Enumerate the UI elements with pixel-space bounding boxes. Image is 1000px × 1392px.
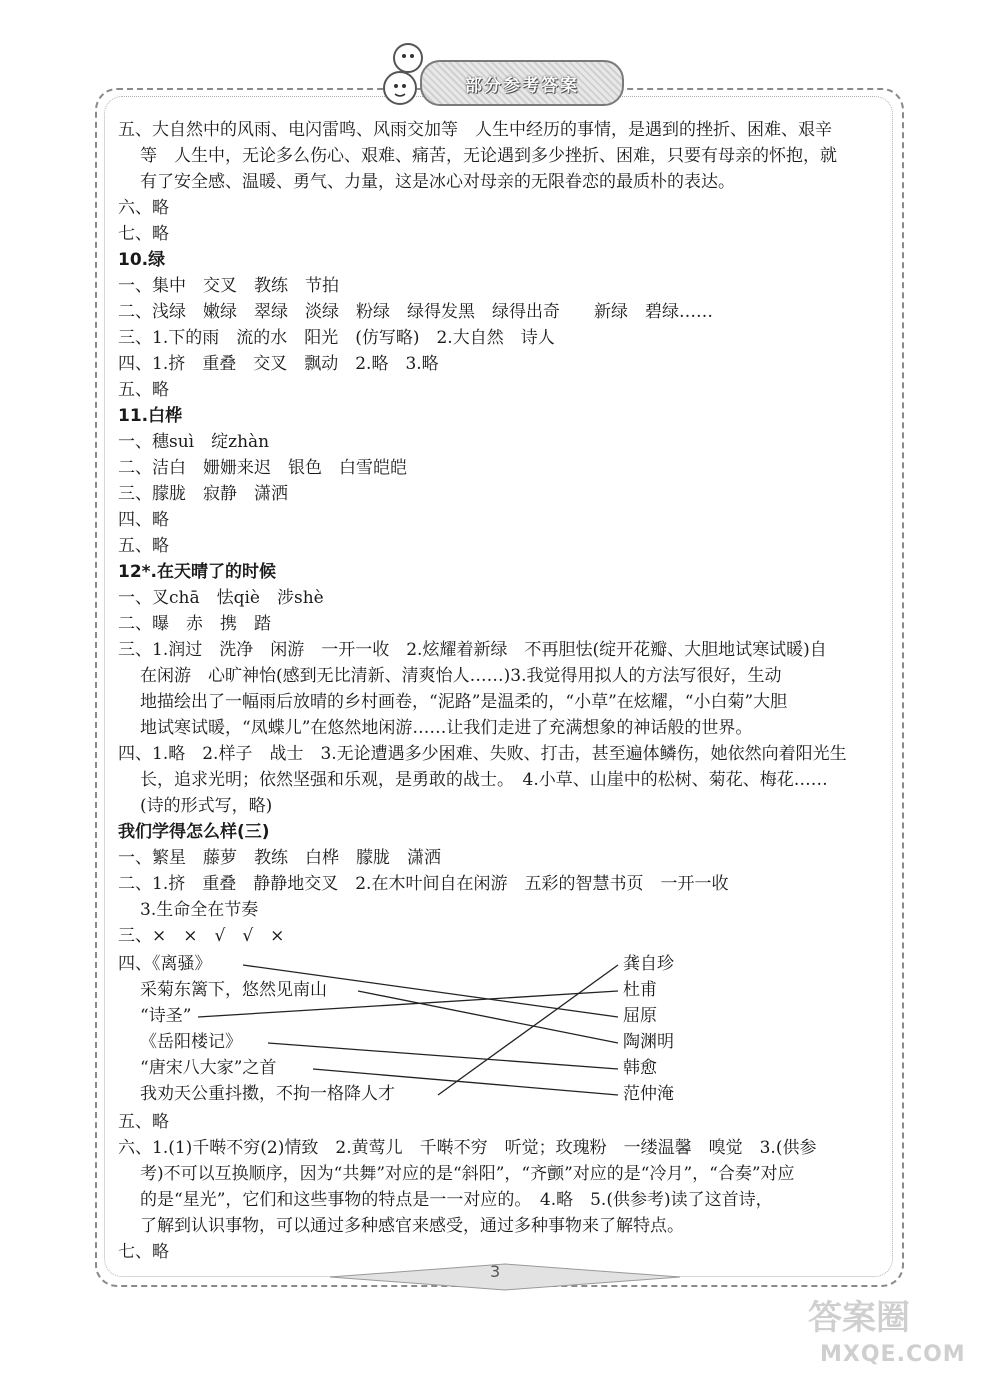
watermark-logo: 答案圈: [808, 1298, 910, 1338]
match-line: [268, 1043, 618, 1069]
answer-line: 七、略: [118, 1242, 169, 1262]
answer-line: 的是“星光”，它们和这些事物的特点是一一对应的。 4.略 5.(供参考)读了这首诗，: [140, 1190, 773, 1210]
answer-line: 五、大自然中的风雨、电闪雷鸣、风雨交加等 人生中经历的事情，是遇到的挫折、困难、艰辛: [118, 120, 832, 140]
answer-line: 地描绘出了一幅雨后放晴的乡村画卷，“泥路”是温柔的，“小草”在炫耀，“小白菊”大胆: [140, 692, 788, 712]
section-title: 11.白桦: [118, 406, 183, 426]
section-title: 10.绿: [118, 250, 166, 270]
answer-line: 五、略: [118, 380, 169, 400]
answer-content: [118, 117, 888, 949]
match-left-item: 四、《离骚》: [118, 954, 212, 974]
answer-line: 三、× × √ √ ×: [118, 926, 285, 946]
match-right-item: 龚自珍: [623, 954, 674, 974]
answer-line: 了解到认识事物，可以通过多种感官来感受，通过多种事物来了解特点。: [140, 1216, 684, 1236]
section-title: 我们学得怎么样(三): [118, 822, 270, 842]
page-number: 3: [490, 1262, 501, 1281]
match-line: [438, 965, 618, 1095]
answer-line: 二、1.挤 重叠 静静地交叉 2.在木叶间自在闲游 五彩的智慧书页 一开一收: [118, 874, 729, 894]
answer-line: 在闲游 心旷神怡(感到无比清新、清爽怡人……)3.我觉得用拟人的方法写很好，生动: [140, 666, 782, 686]
answer-line: 三、1.润过 洗净 闲游 一开一收 2.炫耀着新绿 不再胆怯(绽开花瓣、大胆地试寒试暖)自: [118, 640, 827, 660]
page-number-ornament: [330, 1262, 680, 1292]
answer-line: 一、穗suì 绽zhàn: [118, 432, 270, 452]
answer-line: (诗的形式写，略): [140, 796, 273, 816]
answer-line: 七、略: [118, 224, 169, 244]
match-line: [313, 1069, 618, 1095]
header-title: 部分参考答案: [420, 60, 624, 106]
match-line: [198, 991, 618, 1017]
answer-line: 一、叉chā 怯qiè 涉shè: [118, 588, 324, 608]
match-right-item: 陶渊明: [623, 1032, 674, 1052]
answer-line: 四、1.略 2.样子 战士 3.无论遭遇多少困难、失败、打击，甚至遍体鳞伤，她依然向着阳光生: [118, 744, 847, 764]
answer-line: 地试寒试暖，“凤蝶儿”在悠然地闲游……让我们走进了充满想象的神话般的世界。: [140, 718, 753, 738]
match-left-item: 《岳阳楼记》: [140, 1032, 242, 1052]
match-right-item: 屈原: [623, 1006, 657, 1026]
match-left-item: 我劝天公重抖擞，不拘一格降人才: [140, 1084, 395, 1104]
answer-line: 四、1.挤 重叠 交叉 飘动 2.略 3.略: [118, 354, 439, 374]
answer-line: 四、略: [118, 510, 169, 530]
answer-line: 一、繁星 藤萝 教练 白桦 朦胧 潇洒: [118, 848, 441, 868]
watermark-url: MXQE.COM: [820, 1342, 966, 1367]
answer-line: 三、朦胧 寂静 潇洒: [118, 484, 288, 504]
match-right-item: 杜甫: [623, 980, 657, 1000]
match-right-item: 韩愈: [623, 1058, 657, 1078]
answer-line: 3.生命全在节奏: [140, 900, 259, 920]
answer-line: 二、洁白 姗姗来迟 银色 白雪皑皑: [118, 458, 407, 478]
answer-line: 长，追求光明；依然坚强和乐观，是勇敢的战士。 4.小草、山崖中的松树、菊花、梅花……: [140, 770, 828, 790]
answer-line: 六、1.(1)千啭不穷(2)情致 2.黄莺儿 千啭不穷 听觉；玫瑰粉 一缕温馨 嗅觉 3.(供参: [118, 1138, 817, 1158]
answer-line: 五、略: [118, 536, 169, 556]
match-lines: [118, 951, 718, 1111]
answer-line: 二、曝 赤 携 踏: [118, 614, 271, 634]
answer-line: 等 人生中，无论多么伤心、艰难、痛苦，无论遇到多少挫折、困难，只要有母亲的怀抱，就: [140, 146, 837, 166]
answer-line: 一、集中 交叉 教练 节拍: [118, 276, 339, 296]
answer-line: 三、1.下的雨 流的水 阳光 (仿写略) 2.大自然 诗人: [118, 328, 555, 348]
answer-line: 考)不可以互换顺序，因为“共舞”对应的是“斜阳”，“齐颤”对应的是“冷月”，“合奏”对应: [140, 1164, 795, 1184]
match-left-item: “诗圣”: [140, 1006, 192, 1026]
answer-content-tail: [118, 1109, 888, 1265]
answer-line: 有了安全感、温暖、勇气、力量，这是冰心对母亲的无限眷恋的最质朴的表达。: [140, 172, 735, 192]
answer-line: 二、浅绿 嫩绿 翠绿 淡绿 粉绿 绿得发黑 绿得出奇 新绿 碧绿……: [118, 302, 713, 322]
match-left-item: 采菊东篱下，悠然见南山: [140, 980, 327, 1000]
answer-line: 五、略: [118, 1112, 169, 1132]
match-right-item: 范仲淹: [623, 1084, 674, 1104]
matching-exercise: [118, 951, 718, 1111]
match-line: [243, 965, 618, 1017]
section-title: 12*.在天晴了的时候: [118, 562, 277, 582]
match-left-item: “唐宋八大家”之首: [140, 1058, 277, 1078]
answer-line: 六、略: [118, 198, 169, 218]
